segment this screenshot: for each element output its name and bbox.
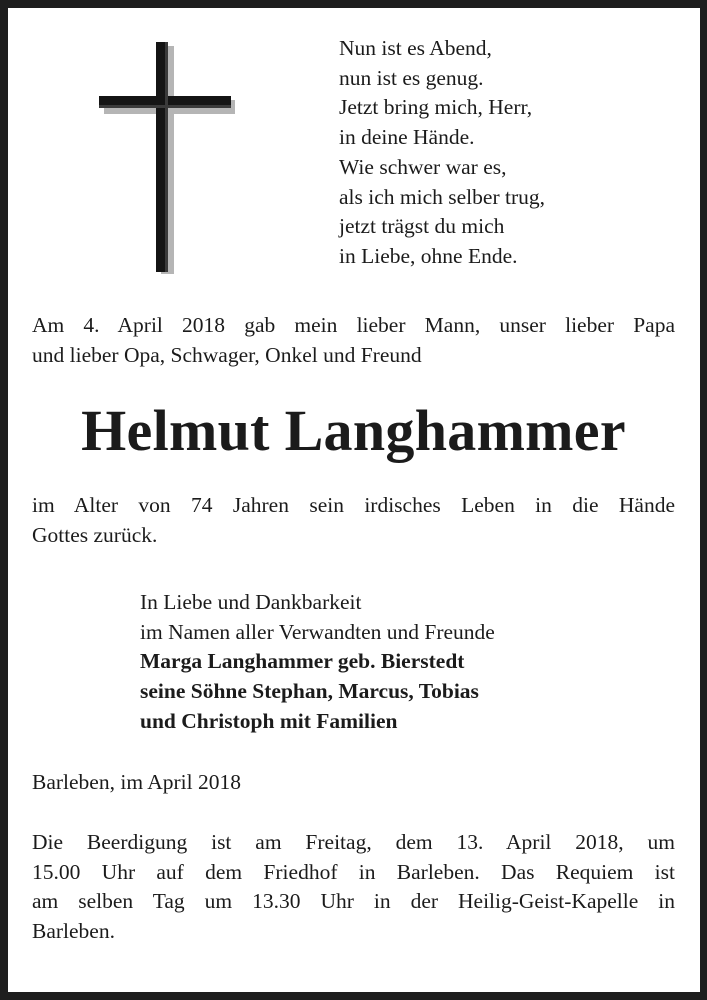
age-line-1: im Alter von 74 Jahren sein irdisches Leben in die Hände [32, 493, 675, 517]
family-name: seine Söhne Stephan, Marcus, Tobias [140, 679, 479, 704]
deceased-name: Helmut Langhammer [81, 398, 626, 463]
funeral-line: Barleben. [32, 919, 115, 944]
poem-line: Nun ist es Abend, [339, 36, 492, 60]
family-line-1: In Liebe und Dankbarkeit [140, 590, 362, 614]
family-name: Marga Langhammer geb. Bierstedt [140, 649, 465, 674]
poem-line: jetzt trägst du mich [339, 214, 505, 239]
funeral-line: 15.00 Uhr auf dem Friedhof in Barleben. Das Requiem ist [32, 859, 675, 884]
poem-line: nun ist es genug. [339, 65, 484, 90]
place-date: Barleben, im April 2018 [32, 770, 241, 794]
funeral-line: Die Beerdigung ist am Freitag, dem 13. April 2018, um [32, 830, 675, 854]
cross-icon [99, 42, 235, 274]
age-line-2: Gottes zurück. [32, 522, 158, 547]
family-signature [140, 588, 660, 737]
poem-line: als ich mich selber trug, [339, 184, 545, 209]
family-name: und Christoph mit Familien [140, 708, 398, 733]
poem [339, 34, 669, 272]
poem-line: Wie schwer war es, [339, 154, 507, 179]
intro-paragraph [32, 311, 675, 370]
age-paragraph [32, 491, 675, 550]
funeral-paragraph [32, 828, 675, 947]
poem-line: in deine Hände. [339, 125, 475, 150]
poem-line: Jetzt bring mich, Herr, [339, 95, 533, 120]
poem-line: in Liebe, ohne Ende. [339, 243, 518, 268]
intro-line-2: und lieber Opa, Schwager, Onkel und Freund [32, 342, 422, 367]
family-line-2: im Namen aller Verwandten und Freunde [140, 619, 495, 644]
funeral-line: am selben Tag um 13.30 Uhr in der Heilig-Geist-Kapelle in [32, 889, 675, 914]
intro-line-1: Am 4. April 2018 gab mein lieber Mann, unser lieber Papa [32, 313, 675, 337]
